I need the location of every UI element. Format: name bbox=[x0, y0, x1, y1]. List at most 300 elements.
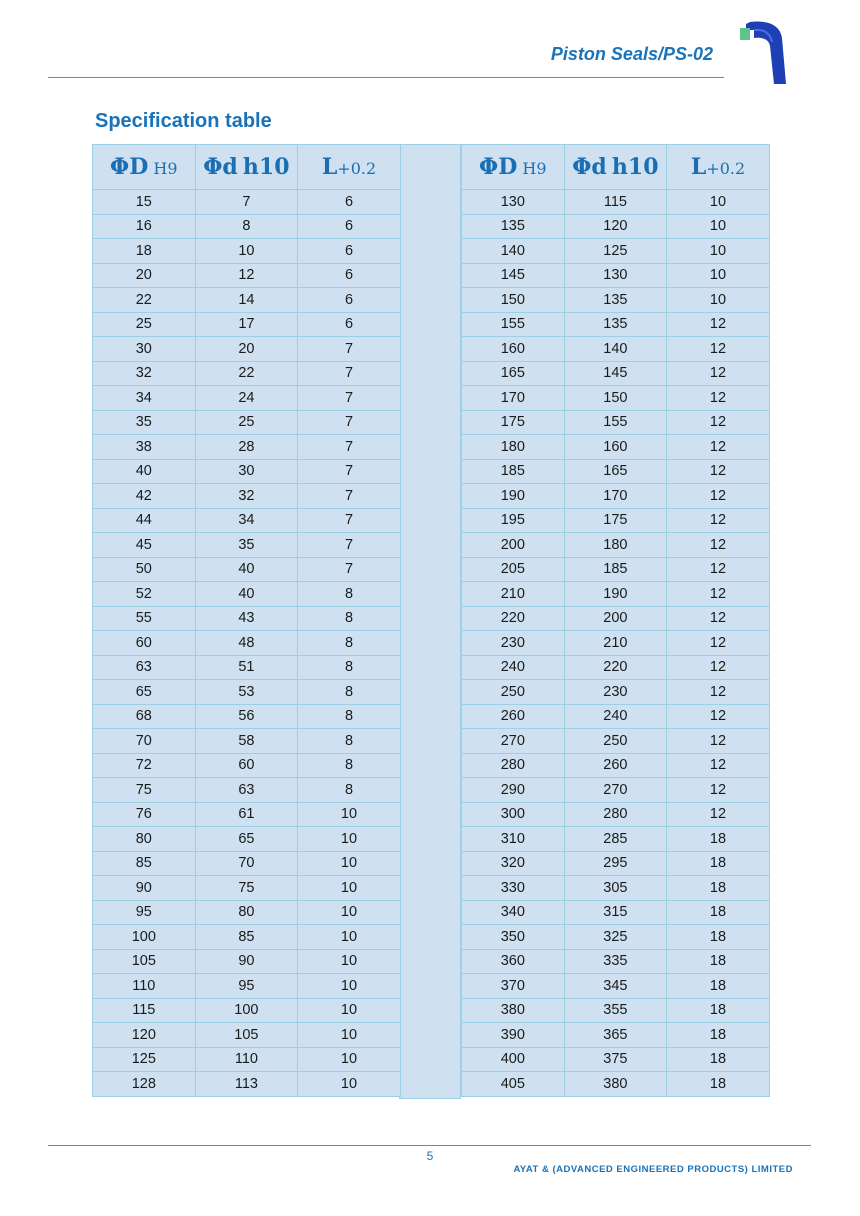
table-row bbox=[93, 533, 401, 558]
table-row bbox=[93, 435, 401, 460]
cell-inner-diameter: 270 bbox=[564, 778, 667, 803]
cell-outer-diameter: 180 bbox=[462, 435, 565, 460]
cell-inner-diameter: 345 bbox=[564, 974, 667, 999]
cell-outer-diameter: 63 bbox=[93, 655, 196, 680]
cell-inner-diameter: 315 bbox=[564, 900, 667, 925]
cell-length: 6 bbox=[298, 312, 401, 337]
cell-inner-diameter: 32 bbox=[195, 484, 298, 509]
cell-outer-diameter: 32 bbox=[93, 361, 196, 386]
cell-length: 7 bbox=[298, 557, 401, 582]
cell-outer-diameter: 370 bbox=[462, 974, 565, 999]
table-row bbox=[462, 606, 770, 631]
cell-outer-diameter: 250 bbox=[462, 680, 565, 705]
cell-outer-diameter: 170 bbox=[462, 386, 565, 411]
table-row bbox=[93, 386, 401, 411]
cell-inner-diameter: 150 bbox=[564, 386, 667, 411]
cell-length: 7 bbox=[298, 459, 401, 484]
cell-inner-diameter: 365 bbox=[564, 1023, 667, 1048]
cell-length: 7 bbox=[298, 337, 401, 362]
table-gap-column bbox=[399, 144, 461, 1099]
cell-inner-diameter: 65 bbox=[195, 827, 298, 852]
cell-outer-diameter: 160 bbox=[462, 337, 565, 362]
cell-inner-diameter: 335 bbox=[564, 949, 667, 974]
table-row bbox=[462, 508, 770, 533]
column-header-length: L+0.2 bbox=[298, 145, 401, 190]
cell-length: 10 bbox=[298, 925, 401, 950]
cell-length: 7 bbox=[298, 435, 401, 460]
table-row bbox=[462, 435, 770, 460]
table-row bbox=[462, 361, 770, 386]
cell-inner-diameter: 130 bbox=[564, 263, 667, 288]
cell-length: 7 bbox=[298, 386, 401, 411]
cell-inner-diameter: 85 bbox=[195, 925, 298, 950]
table-row bbox=[93, 753, 401, 778]
table-row bbox=[462, 680, 770, 705]
cell-inner-diameter: 61 bbox=[195, 802, 298, 827]
cell-length: 10 bbox=[298, 1023, 401, 1048]
cell-inner-diameter: 165 bbox=[564, 459, 667, 484]
cell-length: 12 bbox=[667, 533, 770, 558]
cell-outer-diameter: 380 bbox=[462, 998, 565, 1023]
column-header-inner-diameter: Φd h10 bbox=[195, 145, 298, 190]
cell-outer-diameter: 35 bbox=[93, 410, 196, 435]
cell-inner-diameter: 120 bbox=[564, 214, 667, 239]
cell-length: 18 bbox=[667, 925, 770, 950]
cell-length: 12 bbox=[667, 435, 770, 460]
cell-outer-diameter: 210 bbox=[462, 582, 565, 607]
cell-inner-diameter: 285 bbox=[564, 827, 667, 852]
cell-outer-diameter: 320 bbox=[462, 851, 565, 876]
table-row bbox=[93, 288, 401, 313]
piston-seal-logo-icon bbox=[736, 20, 788, 86]
cell-outer-diameter: 150 bbox=[462, 288, 565, 313]
table-row bbox=[93, 631, 401, 656]
table-row bbox=[93, 508, 401, 533]
table-row bbox=[462, 263, 770, 288]
cell-inner-diameter: 115 bbox=[564, 190, 667, 215]
table-row bbox=[462, 998, 770, 1023]
table-row bbox=[462, 827, 770, 852]
cell-inner-diameter: 305 bbox=[564, 876, 667, 901]
cell-inner-diameter: 51 bbox=[195, 655, 298, 680]
cell-outer-diameter: 135 bbox=[462, 214, 565, 239]
cell-outer-diameter: 65 bbox=[93, 680, 196, 705]
table-row bbox=[462, 459, 770, 484]
table-row bbox=[93, 484, 401, 509]
cell-length: 7 bbox=[298, 508, 401, 533]
cell-length: 10 bbox=[298, 949, 401, 974]
table-row bbox=[93, 1023, 401, 1048]
cell-inner-diameter: 22 bbox=[195, 361, 298, 386]
cell-outer-diameter: 175 bbox=[462, 410, 565, 435]
table-row bbox=[93, 239, 401, 264]
cell-length: 12 bbox=[667, 631, 770, 656]
table-row bbox=[462, 190, 770, 215]
cell-length: 12 bbox=[667, 484, 770, 509]
cell-length: 18 bbox=[667, 827, 770, 852]
cell-outer-diameter: 405 bbox=[462, 1072, 565, 1097]
table-row bbox=[462, 533, 770, 558]
header-title: Piston Seals/PS-02 bbox=[550, 44, 713, 64]
cell-length: 12 bbox=[667, 655, 770, 680]
cell-outer-diameter: 340 bbox=[462, 900, 565, 925]
table-row bbox=[462, 484, 770, 509]
cell-outer-diameter: 125 bbox=[93, 1047, 196, 1072]
cell-inner-diameter: 20 bbox=[195, 337, 298, 362]
cell-outer-diameter: 75 bbox=[93, 778, 196, 803]
cell-inner-diameter: 17 bbox=[195, 312, 298, 337]
cell-length: 8 bbox=[298, 655, 401, 680]
cell-length: 10 bbox=[667, 239, 770, 264]
cell-inner-diameter: 30 bbox=[195, 459, 298, 484]
cell-inner-diameter: 28 bbox=[195, 435, 298, 460]
cell-inner-diameter: 375 bbox=[564, 1047, 667, 1072]
cell-length: 10 bbox=[298, 827, 401, 852]
cell-outer-diameter: 145 bbox=[462, 263, 565, 288]
cell-inner-diameter: 105 bbox=[195, 1023, 298, 1048]
cell-length: 6 bbox=[298, 190, 401, 215]
cell-inner-diameter: 100 bbox=[195, 998, 298, 1023]
cell-outer-diameter: 240 bbox=[462, 655, 565, 680]
cell-length: 10 bbox=[667, 214, 770, 239]
table-row bbox=[462, 851, 770, 876]
cell-inner-diameter: 48 bbox=[195, 631, 298, 656]
cell-inner-diameter: 95 bbox=[195, 974, 298, 999]
table-row bbox=[93, 925, 401, 950]
cell-outer-diameter: 100 bbox=[93, 925, 196, 950]
cell-inner-diameter: 140 bbox=[564, 337, 667, 362]
cell-length: 7 bbox=[298, 361, 401, 386]
cell-length: 18 bbox=[667, 1047, 770, 1072]
cell-outer-diameter: 34 bbox=[93, 386, 196, 411]
cell-length: 10 bbox=[667, 288, 770, 313]
cell-outer-diameter: 130 bbox=[462, 190, 565, 215]
cell-length: 18 bbox=[667, 900, 770, 925]
table-row bbox=[93, 778, 401, 803]
cell-inner-diameter: 260 bbox=[564, 753, 667, 778]
cell-length: 12 bbox=[667, 459, 770, 484]
cell-length: 10 bbox=[298, 876, 401, 901]
cell-inner-diameter: 220 bbox=[564, 655, 667, 680]
table-row bbox=[93, 337, 401, 362]
cell-length: 6 bbox=[298, 214, 401, 239]
table-row bbox=[462, 337, 770, 362]
table-row bbox=[93, 410, 401, 435]
cell-inner-diameter: 125 bbox=[564, 239, 667, 264]
cell-length: 18 bbox=[667, 949, 770, 974]
cell-length: 18 bbox=[667, 1072, 770, 1097]
table-row bbox=[462, 1072, 770, 1097]
cell-outer-diameter: 50 bbox=[93, 557, 196, 582]
cell-inner-diameter: 56 bbox=[195, 704, 298, 729]
table-row bbox=[462, 876, 770, 901]
cell-inner-diameter: 34 bbox=[195, 508, 298, 533]
table-row bbox=[93, 263, 401, 288]
table-row bbox=[93, 1047, 401, 1072]
table-row bbox=[93, 729, 401, 754]
cell-outer-diameter: 38 bbox=[93, 435, 196, 460]
cell-length: 8 bbox=[298, 729, 401, 754]
cell-outer-diameter: 22 bbox=[93, 288, 196, 313]
cell-inner-diameter: 53 bbox=[195, 680, 298, 705]
cell-inner-diameter: 190 bbox=[564, 582, 667, 607]
cell-length: 7 bbox=[298, 533, 401, 558]
table-row bbox=[462, 802, 770, 827]
cell-outer-diameter: 68 bbox=[93, 704, 196, 729]
table-row bbox=[462, 288, 770, 313]
table-row bbox=[462, 214, 770, 239]
cell-outer-diameter: 165 bbox=[462, 361, 565, 386]
cell-length: 12 bbox=[667, 557, 770, 582]
cell-length: 10 bbox=[298, 900, 401, 925]
cell-outer-diameter: 45 bbox=[93, 533, 196, 558]
cell-outer-diameter: 80 bbox=[93, 827, 196, 852]
table-row bbox=[462, 239, 770, 264]
cell-length: 12 bbox=[667, 753, 770, 778]
cell-inner-diameter: 24 bbox=[195, 386, 298, 411]
cell-outer-diameter: 30 bbox=[93, 337, 196, 362]
cell-length: 18 bbox=[667, 1023, 770, 1048]
cell-outer-diameter: 390 bbox=[462, 1023, 565, 1048]
table-row bbox=[93, 312, 401, 337]
header-divider bbox=[48, 77, 724, 78]
cell-length: 6 bbox=[298, 288, 401, 313]
cell-outer-diameter: 110 bbox=[93, 974, 196, 999]
cell-inner-diameter: 160 bbox=[564, 435, 667, 460]
table-row bbox=[462, 949, 770, 974]
table-row bbox=[462, 655, 770, 680]
cell-inner-diameter: 113 bbox=[195, 1072, 298, 1097]
table-row bbox=[93, 900, 401, 925]
cell-length: 12 bbox=[667, 508, 770, 533]
cell-outer-diameter: 105 bbox=[93, 949, 196, 974]
cell-inner-diameter: 155 bbox=[564, 410, 667, 435]
table-row bbox=[462, 925, 770, 950]
cell-inner-diameter: 12 bbox=[195, 263, 298, 288]
table-row bbox=[93, 655, 401, 680]
cell-length: 6 bbox=[298, 263, 401, 288]
page-number: 5 bbox=[426, 1149, 434, 1163]
cell-length: 12 bbox=[667, 337, 770, 362]
cell-inner-diameter: 175 bbox=[564, 508, 667, 533]
cell-inner-diameter: 63 bbox=[195, 778, 298, 803]
cell-outer-diameter: 40 bbox=[93, 459, 196, 484]
cell-outer-diameter: 270 bbox=[462, 729, 565, 754]
column-header-outer-diameter: ΦD H9 bbox=[462, 145, 565, 190]
cell-inner-diameter: 70 bbox=[195, 851, 298, 876]
cell-outer-diameter: 115 bbox=[93, 998, 196, 1023]
cell-outer-diameter: 190 bbox=[462, 484, 565, 509]
cell-outer-diameter: 195 bbox=[462, 508, 565, 533]
table-row bbox=[462, 778, 770, 803]
column-header-inner-diameter: Φd h10 bbox=[564, 145, 667, 190]
cell-outer-diameter: 185 bbox=[462, 459, 565, 484]
cell-inner-diameter: 145 bbox=[564, 361, 667, 386]
cell-length: 6 bbox=[298, 239, 401, 264]
cell-outer-diameter: 76 bbox=[93, 802, 196, 827]
table-row bbox=[93, 974, 401, 999]
table-row bbox=[462, 582, 770, 607]
table-row bbox=[93, 214, 401, 239]
table-row bbox=[93, 190, 401, 215]
table-row bbox=[93, 606, 401, 631]
footer-divider bbox=[48, 1145, 811, 1146]
cell-inner-diameter: 90 bbox=[195, 949, 298, 974]
cell-outer-diameter: 330 bbox=[462, 876, 565, 901]
cell-length: 12 bbox=[667, 582, 770, 607]
cell-inner-diameter: 135 bbox=[564, 288, 667, 313]
cell-length: 12 bbox=[667, 606, 770, 631]
cell-length: 10 bbox=[298, 974, 401, 999]
table-row bbox=[462, 974, 770, 999]
cell-outer-diameter: 200 bbox=[462, 533, 565, 558]
cell-outer-diameter: 360 bbox=[462, 949, 565, 974]
table-row bbox=[462, 704, 770, 729]
cell-length: 10 bbox=[667, 263, 770, 288]
spec-table-right bbox=[461, 144, 770, 1097]
cell-inner-diameter: 35 bbox=[195, 533, 298, 558]
column-header-outer-diameter: ΦD H9 bbox=[93, 145, 196, 190]
cell-inner-diameter: 180 bbox=[564, 533, 667, 558]
cell-length: 8 bbox=[298, 778, 401, 803]
cell-length: 8 bbox=[298, 753, 401, 778]
cell-length: 12 bbox=[667, 802, 770, 827]
cell-outer-diameter: 400 bbox=[462, 1047, 565, 1072]
cell-outer-diameter: 205 bbox=[462, 557, 565, 582]
cell-outer-diameter: 60 bbox=[93, 631, 196, 656]
cell-length: 12 bbox=[667, 312, 770, 337]
cell-outer-diameter: 310 bbox=[462, 827, 565, 852]
cell-outer-diameter: 20 bbox=[93, 263, 196, 288]
cell-length: 12 bbox=[667, 680, 770, 705]
cell-inner-diameter: 135 bbox=[564, 312, 667, 337]
table-row bbox=[462, 1023, 770, 1048]
table-row bbox=[93, 459, 401, 484]
cell-inner-diameter: 295 bbox=[564, 851, 667, 876]
cell-inner-diameter: 240 bbox=[564, 704, 667, 729]
cell-outer-diameter: 155 bbox=[462, 312, 565, 337]
cell-length: 7 bbox=[298, 484, 401, 509]
table-row bbox=[93, 876, 401, 901]
cell-inner-diameter: 230 bbox=[564, 680, 667, 705]
cell-outer-diameter: 230 bbox=[462, 631, 565, 656]
cell-inner-diameter: 80 bbox=[195, 900, 298, 925]
cell-outer-diameter: 72 bbox=[93, 753, 196, 778]
cell-outer-diameter: 260 bbox=[462, 704, 565, 729]
cell-inner-diameter: 75 bbox=[195, 876, 298, 901]
cell-outer-diameter: 95 bbox=[93, 900, 196, 925]
table-row bbox=[462, 1047, 770, 1072]
cell-inner-diameter: 43 bbox=[195, 606, 298, 631]
cell-length: 10 bbox=[298, 851, 401, 876]
cell-outer-diameter: 280 bbox=[462, 753, 565, 778]
cell-length: 12 bbox=[667, 704, 770, 729]
table-row bbox=[93, 802, 401, 827]
table-row bbox=[462, 410, 770, 435]
cell-outer-diameter: 52 bbox=[93, 582, 196, 607]
cell-length: 10 bbox=[298, 998, 401, 1023]
cell-length: 10 bbox=[298, 1072, 401, 1097]
cell-length: 8 bbox=[298, 631, 401, 656]
table-row bbox=[93, 557, 401, 582]
cell-inner-diameter: 60 bbox=[195, 753, 298, 778]
cell-inner-diameter: 355 bbox=[564, 998, 667, 1023]
cell-outer-diameter: 120 bbox=[93, 1023, 196, 1048]
cell-outer-diameter: 140 bbox=[462, 239, 565, 264]
cell-outer-diameter: 85 bbox=[93, 851, 196, 876]
cell-outer-diameter: 350 bbox=[462, 925, 565, 950]
cell-inner-diameter: 250 bbox=[564, 729, 667, 754]
cell-inner-diameter: 58 bbox=[195, 729, 298, 754]
cell-outer-diameter: 300 bbox=[462, 802, 565, 827]
cell-length: 8 bbox=[298, 680, 401, 705]
cell-inner-diameter: 110 bbox=[195, 1047, 298, 1072]
cell-inner-diameter: 14 bbox=[195, 288, 298, 313]
cell-outer-diameter: 70 bbox=[93, 729, 196, 754]
table-row bbox=[93, 582, 401, 607]
cell-outer-diameter: 128 bbox=[93, 1072, 196, 1097]
table-row bbox=[93, 680, 401, 705]
cell-length: 10 bbox=[298, 802, 401, 827]
cell-length: 12 bbox=[667, 778, 770, 803]
cell-outer-diameter: 44 bbox=[93, 508, 196, 533]
footer-company-name: AYAT & (ADVANCED ENGINEERED PRODUCTS) LIMITED bbox=[513, 1164, 793, 1175]
cell-inner-diameter: 7 bbox=[195, 190, 298, 215]
cell-length: 18 bbox=[667, 851, 770, 876]
cell-outer-diameter: 290 bbox=[462, 778, 565, 803]
cell-outer-diameter: 55 bbox=[93, 606, 196, 631]
cell-length: 12 bbox=[667, 361, 770, 386]
cell-inner-diameter: 280 bbox=[564, 802, 667, 827]
cell-inner-diameter: 200 bbox=[564, 606, 667, 631]
cell-inner-diameter: 185 bbox=[564, 557, 667, 582]
table-row bbox=[462, 753, 770, 778]
cell-length: 12 bbox=[667, 386, 770, 411]
cell-length: 12 bbox=[667, 729, 770, 754]
cell-inner-diameter: 210 bbox=[564, 631, 667, 656]
cell-inner-diameter: 8 bbox=[195, 214, 298, 239]
cell-outer-diameter: 90 bbox=[93, 876, 196, 901]
cell-length: 10 bbox=[667, 190, 770, 215]
cell-length: 10 bbox=[298, 1047, 401, 1072]
cell-length: 7 bbox=[298, 410, 401, 435]
table-row bbox=[462, 312, 770, 337]
table-row bbox=[462, 386, 770, 411]
cell-inner-diameter: 40 bbox=[195, 557, 298, 582]
cell-length: 18 bbox=[667, 974, 770, 999]
section-title: Specification table bbox=[95, 110, 272, 132]
table-row bbox=[462, 631, 770, 656]
cell-outer-diameter: 16 bbox=[93, 214, 196, 239]
cell-length: 12 bbox=[667, 410, 770, 435]
table-row bbox=[93, 851, 401, 876]
cell-outer-diameter: 42 bbox=[93, 484, 196, 509]
table-row bbox=[93, 704, 401, 729]
cell-outer-diameter: 220 bbox=[462, 606, 565, 631]
table-row bbox=[93, 949, 401, 974]
cell-length: 8 bbox=[298, 582, 401, 607]
cell-inner-diameter: 325 bbox=[564, 925, 667, 950]
cell-outer-diameter: 18 bbox=[93, 239, 196, 264]
table-row bbox=[93, 998, 401, 1023]
cell-inner-diameter: 40 bbox=[195, 582, 298, 607]
cell-length: 8 bbox=[298, 606, 401, 631]
cell-outer-diameter: 25 bbox=[93, 312, 196, 337]
table-row bbox=[93, 1072, 401, 1097]
spec-table-left bbox=[92, 144, 401, 1097]
table-row bbox=[93, 361, 401, 386]
column-header-length: L+0.2 bbox=[667, 145, 770, 190]
